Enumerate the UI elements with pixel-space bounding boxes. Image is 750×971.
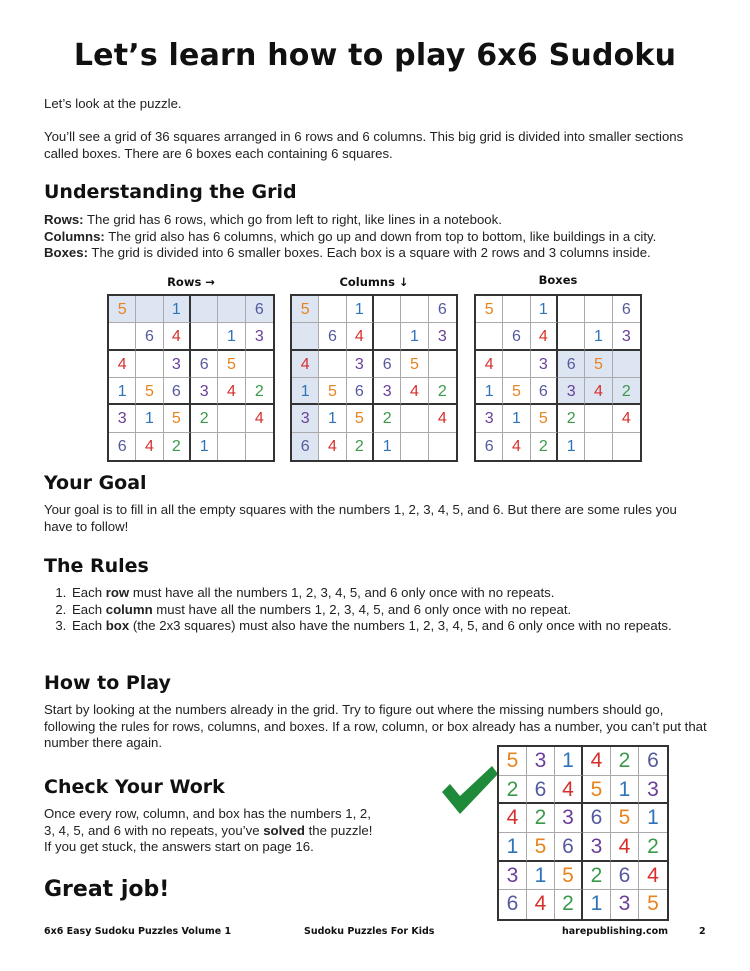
grid-cell: 5 [499,747,527,776]
grid-cell: 6 [527,776,555,805]
grid-cell: 2 [611,747,639,776]
boxes-example-grid [474,294,642,462]
grid-cell: 3 [611,890,639,919]
boxes-example-label: Boxes [538,273,578,287]
goal-text: Your goal is to fill in all the empty squares with the numbers 1, 2, 3, 4, 5, and 6. But there are some rules you have to follow! [44,502,677,534]
grid-cell [374,296,401,323]
grid-cell: 4 [319,433,346,460]
grid-cell: 6 [583,804,611,833]
heading-how-to-play: How to Play [44,672,171,694]
grid-cell: 6 [429,296,456,323]
grid-cell: 5 [164,405,191,432]
grid-cell: 4 [585,378,612,405]
grid-cell: 6 [555,833,583,862]
rule-text: Each [72,601,106,617]
grid-cell [218,296,245,323]
grid-cell: 5 [347,405,374,432]
grid-cell: 2 [639,833,667,862]
intro-paragraph-1: Let’s look at the puzzle. [44,96,182,111]
grid-cell: 6 [613,296,640,323]
grid-cell [246,351,273,378]
grid-cell [503,351,530,378]
rows-example-label: Rows → [167,275,215,289]
grid-cell [585,296,612,323]
check-text [44,806,404,856]
grid-cell: 2 [347,433,374,460]
grid-cell: 4 [109,351,136,378]
grid-cell: 4 [218,378,245,405]
grid-cell: 1 [347,296,374,323]
footer-book-title: 6x6 Easy Sudoku Puzzles Volume 1 [44,926,232,937]
grid-cell: 5 [611,804,639,833]
grid-cell: 3 [246,323,273,350]
grid-cell: 6 [503,323,530,350]
grid-cell: 5 [292,296,319,323]
grid-cell: 3 [109,405,136,432]
grid-cell: 1 [499,833,527,862]
grid-cell: 1 [555,747,583,776]
grid-cell: 4 [347,323,374,350]
grid-cell: 2 [499,776,527,805]
grid-cell: 4 [292,351,319,378]
rules-list-container [0,585,700,635]
grid-cell [246,433,273,460]
grid-cell [558,323,585,350]
grid-cell: 6 [499,890,527,919]
rule-text: Each [72,618,106,633]
grid-cell: 1 [191,433,218,460]
grid-cell: 6 [136,323,163,350]
footer-website: harepublishing.com [562,926,669,937]
grid-cell [429,351,456,378]
grid-cell: 1 [218,323,245,350]
grid-cell: 3 [347,351,374,378]
grid-cell: 1 [527,862,555,891]
grid-cell [136,296,163,323]
grid-cell: 4 [429,405,456,432]
closing-text: Great job! [44,877,170,902]
check-term: solved [263,822,305,838]
grid-cell: 3 [531,351,558,378]
grid-cell: 1 [476,378,503,405]
grid-cell: 5 [647,892,659,916]
check-line-1: Once every row, column, and box has the numbers 1, 2, [44,806,371,821]
grid-cell: 5 [585,351,612,378]
grid-cell: 3 [292,405,319,432]
grid-cell: 3 [191,378,218,405]
grid-cell [558,296,585,323]
check-text-part: the puzzle! [304,822,373,838]
grid-cell: 1 [639,804,667,833]
intro-paragraph-2: You’ll see a grid of 36 squares arranged in 6 rows and 6 columns. This big grid is divided into smaller sections called boxes. There are 6 boxes each containing 6 squares. [44,129,684,161]
grid-cell: 3 [429,323,456,350]
rules-list [0,585,700,635]
grid-cell: 1 [585,323,612,350]
rule-text: must have all the numbers 1, 2, 3, 4, 5, and 6 only once with no repeats. [129,585,555,600]
grid-cell: 3 [527,747,555,776]
grid-cell: 3 [164,351,191,378]
columns-definition [44,229,709,246]
check-line-2 [44,823,404,840]
grid-cell: 5 [109,296,136,323]
grid-cell [218,405,245,432]
grid-cell: 6 [558,351,585,378]
grid-cell: 5 [555,862,583,891]
grid-cell: 4 [613,405,640,432]
grid-cell: 2 [246,378,273,405]
grid-cell: 5 [531,405,558,432]
grid-cell: 1 [558,433,585,460]
heading-understanding-grid: Understanding the Grid [44,181,297,203]
boxes-definition [44,245,709,262]
grid-cell: 6 [374,351,401,378]
grid-cell: 6 [191,351,218,378]
grid-cell: 1 [136,405,163,432]
grid-cell: 1 [503,405,530,432]
grid-cell [191,296,218,323]
grid-cell: 1 [109,378,136,405]
grid-cell: 2 [558,405,585,432]
grid-cell: 6 [611,862,639,891]
grid-cell: 2 [429,378,456,405]
grid-cell: 6 [531,378,558,405]
rule-text: must have all the numbers 1, 2, 3, 4, 5, and 6 only once with no repeat. [152,601,572,617]
grid-cell: 4 [164,323,191,350]
grid-cell: 1 [611,776,639,805]
grid-cell: 3 [583,833,611,862]
grid-cell: 2 [164,433,191,460]
rows-text: The grid has 6 rows, which go from left to right, like lines in a notebook. [83,212,502,227]
grid-cell: 3 [476,405,503,432]
grid-cell [503,296,530,323]
heading-check-your-work: Check Your Work [44,776,225,798]
grid-cell [585,405,612,432]
grid-cell: 6 [246,296,273,323]
grid-cell: 1 [374,433,401,460]
grid-cell: 4 [401,378,428,405]
grid-cell: 4 [555,776,583,805]
grid-cell [292,323,319,350]
rule-item-row [70,585,700,602]
rule-item-box [70,618,700,635]
grid-cell: 3 [499,862,527,891]
boxes-term: Boxes: [44,245,88,260]
grid-cell [401,296,428,323]
grid-cell: 6 [109,433,136,460]
grid-cell: 4 [246,405,273,432]
columns-example-grid [290,294,458,462]
grid-cell: 4 [476,351,503,378]
rows-definition [44,212,709,229]
grid-cell: 1 [164,296,191,323]
grid-cell [429,433,456,460]
grid-cell: 6 [476,433,503,460]
grid-cell [613,351,640,378]
footer-series: Sudoku Puzzles For Kids [304,926,435,937]
grid-cell [218,433,245,460]
grid-cell: 3 [555,804,583,833]
grid-cell [109,323,136,350]
grid-cell: 1 [401,323,428,350]
grid-cell: 3 [558,378,585,405]
grid-cell: 4 [583,747,611,776]
grid-cell: 1 [583,890,611,919]
grid-cell: 5 [401,351,428,378]
solution-grid [497,745,669,921]
rule-text: (the 2x3 squares) must also have the numbers 1, 2, 3, 4, 5, and 6 only once with no repeats. [129,618,672,633]
grid-cell: 5 [527,833,555,862]
grid-cell: 2 [374,405,401,432]
grid-cell: 2 [527,804,555,833]
heading-the-rules: The Rules [44,555,149,577]
grid-definitions [44,212,709,262]
grid-cell: 6 [319,323,346,350]
rule-term: column [105,601,153,617]
grid-cell: 4 [499,804,527,833]
rows-term: Rows: [44,212,84,227]
grid-cell: 1 [319,405,346,432]
grid-cell: 2 [531,433,558,460]
grid-cell [585,433,612,460]
grid-cell: 4 [527,890,555,919]
rows-example-grid [107,294,275,462]
grid-cell: 4 [136,433,163,460]
columns-example-label: Columns ↓ [339,275,409,289]
rule-item-column [70,602,700,619]
grid-cell: 4 [639,862,667,891]
checkmark-icon [438,762,500,818]
footer-page-number: 2 [699,926,706,937]
grid-cell: 5 [476,296,503,323]
grid-cell [613,433,640,460]
grid-cell: 5 [218,351,245,378]
grid-cell: 5 [503,378,530,405]
page-title: Let’s learn how to play 6x6 Sudoku [73,38,677,73]
grid-cell: 6 [347,378,374,405]
grid-cell: 6 [292,433,319,460]
grid-cell: 1 [292,378,319,405]
grid-cell: 6 [639,747,667,776]
grid-cell: 1 [531,296,558,323]
grid-cell: 6 [164,378,191,405]
grid-cell [191,323,218,350]
grid-cell: 2 [613,378,640,405]
grid-cell: 5 [319,378,346,405]
grid-cell: 2 [191,405,218,432]
grid-cell: 2 [583,862,611,891]
grid-cell: 2 [555,890,583,919]
grid-cell [401,405,428,432]
grid-cell: 3 [374,378,401,405]
boxes-text: The grid is divided into 6 smaller boxes. Each box is a square with 2 rows and 3 columns inside. [87,245,651,260]
grid-cell: 3 [639,776,667,805]
check-text-part: 3, 4, 5, and 6 with no repeats, you’ve [44,822,264,838]
rule-text: Each [72,585,106,600]
grid-cell [401,433,428,460]
grid-cell: 5 [136,378,163,405]
check-line-3: If you get stuck, the answers start on page 16. [44,839,314,854]
rule-term: box [105,618,130,633]
grid-cell: 4 [503,433,530,460]
grid-cell [136,351,163,378]
columns-text: The grid also has 6 columns, which go up and down from top to bottom, like buildings in a city. [104,228,657,244]
rule-term: row [105,585,130,600]
grid-cell: 4 [531,323,558,350]
grid-cell [319,296,346,323]
heading-your-goal: Your Goal [44,472,147,494]
grid-cell [319,351,346,378]
grid-cell [374,323,401,350]
columns-term: Columns: [44,228,105,244]
how-to-play-text: Start by looking at the numbers already in the grid. Try to figure out where the missing numbers should go, following the rules for rows, columns, and boxes. If a row, column, or box already has a number, you can’t put that number there again. [44,702,707,750]
grid-cell [476,323,503,350]
grid-cell: 4 [611,833,639,862]
grid-cell: 3 [613,323,640,350]
grid-cell: 5 [583,776,611,805]
